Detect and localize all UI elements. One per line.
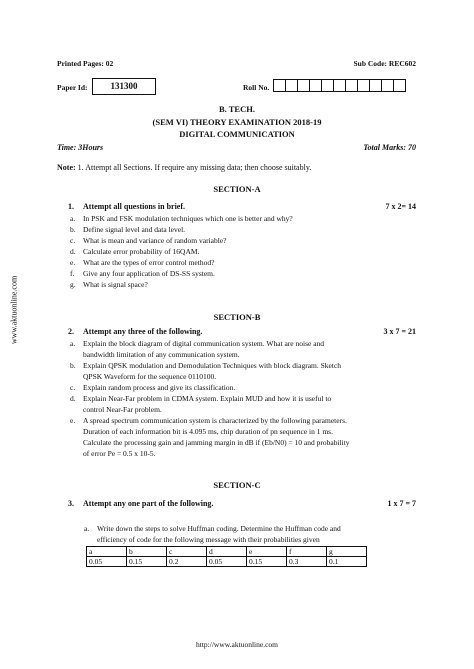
table-cell: e — [247, 547, 287, 557]
question-marks: 3 x 7 = 21 — [383, 327, 416, 336]
list-item: a. In PSK and FSK modulation techniques which one is better and why? — [70, 214, 293, 223]
question-number: 2. — [68, 327, 74, 336]
list-item: b. Define signal level and data level. — [70, 225, 186, 234]
sub-code: Sub Code: REC602 — [353, 59, 416, 68]
list-item: e. What are the types of error control method? — [70, 258, 215, 267]
note-text: 1. Attempt all Sections. If require any missing data; then choose suitably. — [77, 163, 312, 172]
list-item: d. Explain Near-Far problem in CDMA system. Explain MUD and how it is useful to control Near-Far problem. — [70, 394, 332, 414]
table-cell: 0.1 — [327, 557, 367, 567]
list-item: f. Give any four application of DS-SS system. — [70, 269, 215, 278]
section-b-heading: SECTION-B — [213, 312, 261, 322]
subject-title: DIGITAL COMMUNICATION — [179, 129, 295, 139]
list-item: g. What is signal space? — [70, 280, 148, 289]
roll-no-boxes — [274, 79, 406, 92]
table-cell: d — [207, 547, 247, 557]
section-b-items — [70, 338, 415, 459]
section-c-heading: SECTION-C — [213, 480, 261, 490]
table-cell: c — [167, 547, 207, 557]
table-cell: 0.15 — [127, 557, 167, 567]
total-marks: Total Marks: 70 — [363, 143, 416, 152]
table-cell: 0.2 — [167, 557, 207, 567]
table-cell: 0.05 — [207, 557, 247, 567]
question-instruction: Attempt all questions in brief. — [83, 202, 185, 211]
table-row — [87, 547, 367, 557]
question-number: 1. — [68, 202, 74, 211]
table-cell: a — [87, 547, 127, 557]
exam-title: (SEM VI) THEORY EXAMINATION 2018-19 — [152, 117, 322, 127]
list-item: c. Explain random process and give its classification. — [70, 383, 236, 392]
roll-box — [393, 79, 406, 92]
probability-table — [86, 546, 367, 567]
footer-url[interactable]: http://www.aktuonline.com — [195, 640, 278, 649]
note-label: Note: — [57, 163, 76, 172]
table-cell: 0.3 — [287, 557, 327, 567]
question-marks: 1 x 7 = 7 — [387, 499, 416, 508]
section-a-items — [70, 213, 415, 290]
section-a-heading: SECTION-A — [213, 184, 261, 194]
list-item: a. Write down the steps to solve Huffman coding. Determine the Huffman code and efficiency of code for the following message with their probabilities given — [84, 524, 341, 544]
table-cell: f — [287, 547, 327, 557]
printed-pages: Printed Pages: 02 — [57, 59, 114, 68]
list-item: a. Explain the block diagram of digital communication system. What are noise and bandwidth limitation of any communication system. — [70, 339, 325, 359]
table-cell: g — [327, 547, 367, 557]
side-watermark-url: www.aktuonline.com — [9, 275, 19, 345]
table-cell: 0.15 — [247, 557, 287, 567]
table-cell: b — [127, 547, 167, 557]
question-number: 3. — [68, 499, 74, 508]
list-item: d. Calculate error probability of 16QAM. — [70, 247, 200, 256]
list-item: b. Explain QPSK modulation and Demodulation Techniques with block diagram. Sketch QPSK Waveform for the sequence 0110100. — [70, 361, 342, 381]
time-allowed: Time: 3Hours — [57, 143, 104, 152]
paper-id-label: Paper Id: — [57, 83, 88, 92]
question-instruction: Attempt any one part of the following. — [83, 499, 214, 508]
list-item: c. What is mean and variance of random variable? — [70, 236, 227, 245]
table-row — [87, 557, 367, 567]
paper-id-box: 131300 — [92, 78, 156, 95]
question-instruction: Attempt any three of the following. — [83, 327, 203, 336]
roll-no-label: Roll No. — [243, 83, 270, 92]
section-c-item — [84, 523, 419, 545]
table-cell: 0.05 — [87, 557, 127, 567]
question-marks: 7 x 2= 14 — [385, 202, 416, 211]
list-item: e. A spread spectrum communication system is characterized by the following parameters. Duration of each information bit is 4.095 ms, chip duration of pn sequence in 1 ms. Calculate the processing gain and jamming margin in dB if (Eb/N0) = 10 and probability of error Pe = 0.5 x 10-5. — [70, 416, 350, 458]
exam-degree: B. TECH. — [219, 104, 255, 114]
note — [57, 163, 311, 172]
